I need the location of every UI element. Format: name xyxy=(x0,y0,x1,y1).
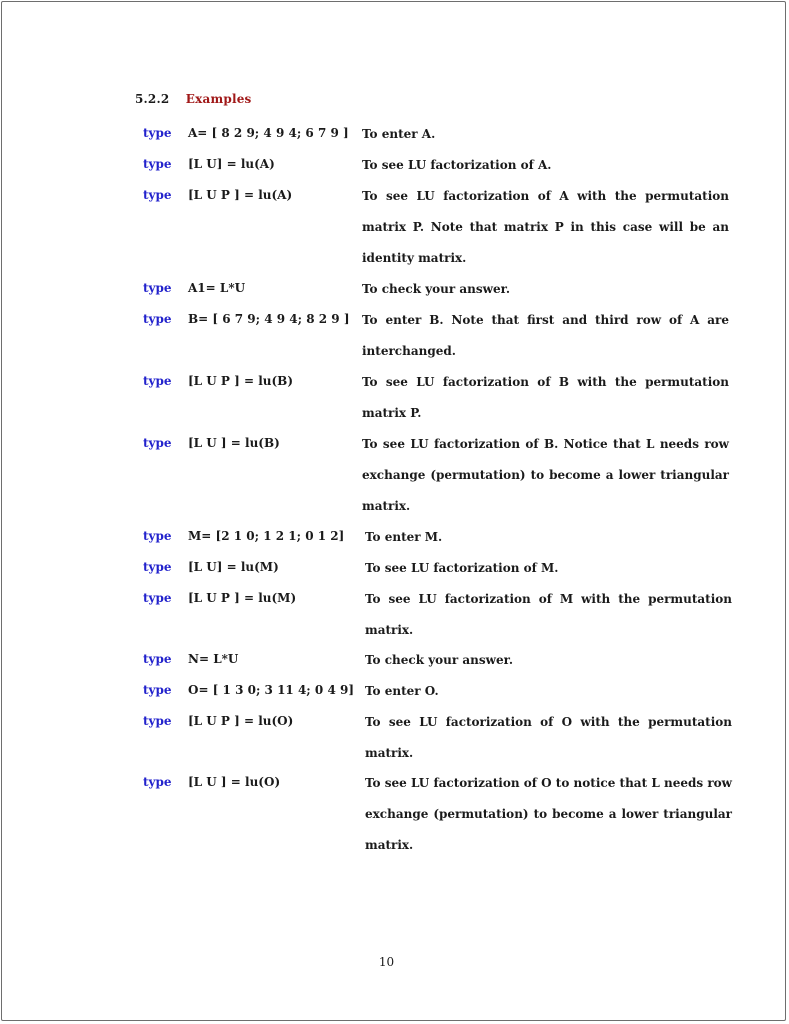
section-title: Examples xyxy=(185,92,252,106)
page-frame xyxy=(1,1,786,1021)
type-keyword: type xyxy=(143,374,172,388)
description-text: To see LU factorization of A. xyxy=(362,158,552,172)
page-number: 10 xyxy=(378,955,395,969)
command-text: N= L*U xyxy=(188,652,239,666)
description-text: To see LU factorization of A with the permutation matrix P. Note that matrix P in this case will be an identity matrix. xyxy=(362,189,729,265)
section-heading xyxy=(135,92,252,106)
description-text: To see LU factorization of M. xyxy=(365,561,559,575)
description-text: To see LU factorization of M with the permutation matrix. xyxy=(365,592,732,637)
command-text: [L U P ] = lu(M) xyxy=(188,591,297,605)
command-text: A1= L*U xyxy=(188,281,246,295)
command-text: [L U ] = lu(O) xyxy=(188,775,281,789)
description-text: To see LU factorization of B. Notice that L needs row exchange (permutation) to become a lower triangular matrix. xyxy=(362,437,729,513)
description-text: To enter M. xyxy=(365,530,443,544)
type-keyword: type xyxy=(143,157,172,171)
type-keyword: type xyxy=(143,683,172,697)
type-keyword: type xyxy=(143,652,172,666)
type-keyword: type xyxy=(143,529,172,543)
command-text: [L U ] = lu(B) xyxy=(188,436,280,450)
type-keyword: type xyxy=(143,281,172,295)
description-text: To enter B. Note that first and third row of A are interchanged. xyxy=(362,313,729,358)
description-text: To see LU factorization of O with the permutation matrix. xyxy=(365,715,732,760)
type-keyword: type xyxy=(143,775,172,789)
command-text: O= [ 1 3 0; 3 11 4; 0 4 9] xyxy=(188,683,354,697)
description-text: To check your answer. xyxy=(365,653,514,667)
command-text: A= [ 8 2 9; 4 9 4; 6 7 9 ] xyxy=(188,126,349,140)
description-text: To enter A. xyxy=(362,127,436,141)
command-text: [L U] = lu(M) xyxy=(188,560,279,574)
description-text: To see LU factorization of O to notice that L needs row exchange (permutation) to become a lower triangular matrix. xyxy=(365,776,732,852)
command-text: [L U P ] = lu(B) xyxy=(188,374,294,388)
type-keyword: type xyxy=(143,126,172,140)
description-text: To enter O. xyxy=(365,684,439,698)
command-text: B= [ 6 7 9; 4 9 4; 8 2 9 ] xyxy=(188,312,350,326)
description-text: To check your answer. xyxy=(362,282,511,296)
section-number: 5.2.2 xyxy=(135,92,170,106)
type-keyword: type xyxy=(143,436,172,450)
command-text: [L U P ] = lu(O) xyxy=(188,714,294,728)
type-keyword: type xyxy=(143,560,172,574)
command-text: M= [2 1 0; 1 2 1; 0 1 2] xyxy=(188,529,345,543)
command-text: [L U P ] = lu(A) xyxy=(188,188,293,202)
type-keyword: type xyxy=(143,312,172,326)
command-text: [L U] = lu(A) xyxy=(188,157,275,171)
type-keyword: type xyxy=(143,714,172,728)
type-keyword: type xyxy=(143,188,172,202)
type-keyword: type xyxy=(143,591,172,605)
description-text: To see LU factorization of B with the permutation matrix P. xyxy=(362,375,729,420)
